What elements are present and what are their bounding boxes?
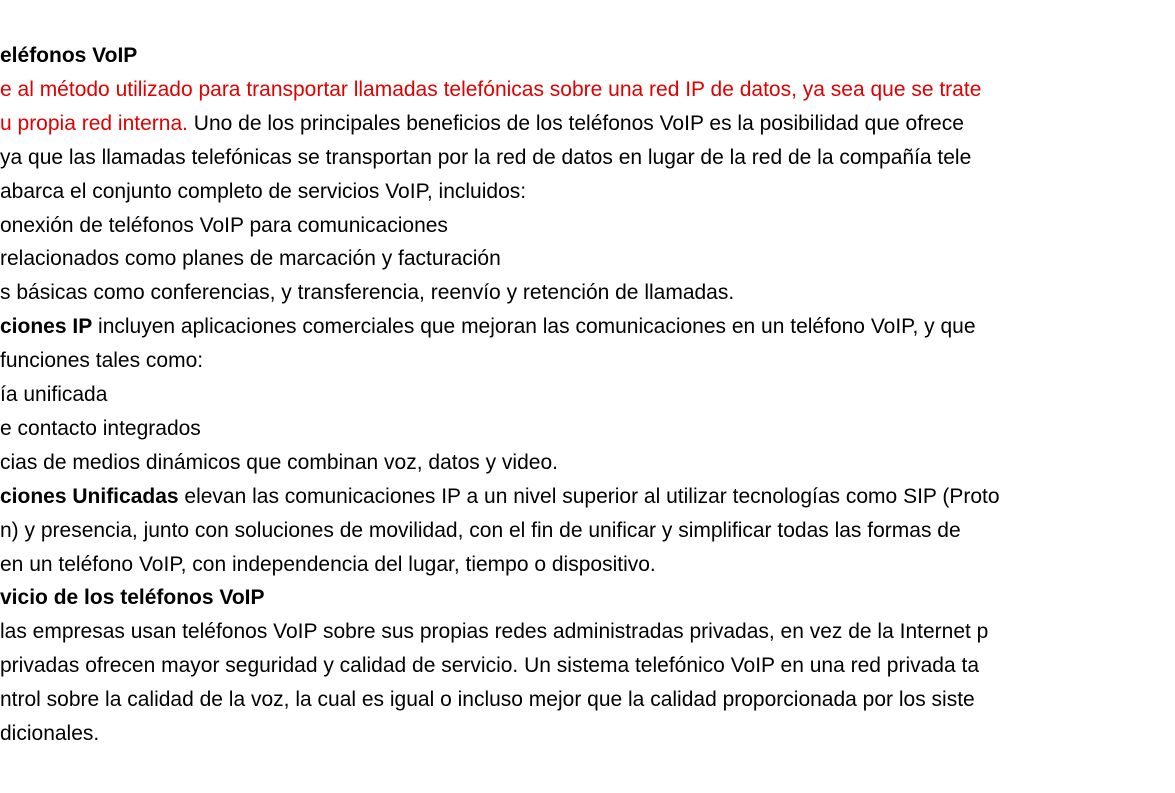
text-segment: ía unificada	[0, 383, 108, 406]
text-segment: en un teléfono VoIP, con independencia del lugar, tiempo o dispositivo.	[0, 552, 656, 576]
text-line	[0, 77, 981, 103]
text-segment: s básicas como conferencias, y transferencia, reenvío y retención de llamadas.	[0, 281, 735, 305]
text-line	[0, 484, 1000, 510]
text-line	[0, 585, 265, 611]
bold-text-segment: ciones Unificadas	[0, 484, 179, 508]
text-line	[0, 687, 975, 713]
text-line	[0, 653, 979, 679]
text-segment: incluyen aplicaciones comerciales que mejoran las comunicaciones en un teléfono VoIP, y que	[92, 315, 976, 339]
text-segment: privadas ofrecen mayor seguridad y calidad de servicio. Un sistema telefónico VoIP en una red privada ta	[0, 654, 979, 678]
text-line	[0, 280, 734, 306]
text-segment: e contacto integrados	[0, 416, 201, 440]
text-line	[0, 450, 558, 476]
text-segment: onexión de teléfonos VoIP para comunicaciones	[0, 213, 448, 237]
text-segment: elevan las comunicaciones IP a un nivel superior al utilizar tecnologías como SIP (Proto	[178, 484, 1000, 508]
text-line	[0, 246, 501, 272]
text-line	[0, 416, 201, 442]
highlighted-text-segment: e al método utilizado para transportar llamadas telefónicas sobre una red IP de datos, ya sea que se trate	[0, 77, 982, 101]
text-line	[0, 43, 137, 69]
text-line	[0, 552, 656, 578]
text-segment: dicionales.	[0, 722, 100, 745]
text-line	[0, 213, 448, 239]
text-line	[0, 518, 961, 544]
text-line	[0, 382, 107, 408]
text-segment: relacionados como planes de marcación y facturación	[0, 247, 501, 271]
highlighted-text-segment: u propia red interna.	[0, 111, 188, 135]
text-segment: Uno de los principales beneficios de los teléfonos VoIP es la posibilidad que ofrece	[187, 111, 964, 135]
bold-text-segment: ciones IP	[0, 315, 93, 339]
text-line	[0, 721, 99, 747]
text-segment: cias de medios dinámicos que combinan voz, datos y video.	[0, 450, 558, 474]
text-line	[0, 179, 526, 205]
text-segment: las empresas usan teléfonos VoIP sobre sus propias redes administradas privadas, en vez de la Internet p	[0, 620, 989, 644]
text-line	[0, 145, 971, 171]
text-segment: funciones tales como:	[0, 349, 204, 373]
text-segment: abarca el conjunto completo de servicios VoIP, incluidos:	[0, 179, 527, 203]
text-line	[0, 619, 988, 645]
bold-text-segment: eléfonos VoIP	[0, 44, 138, 67]
text-line	[0, 314, 976, 340]
text-line	[0, 111, 964, 137]
text-segment: ntrol sobre la calidad de la voz, la cual es igual o incluso mejor que la calidad proporcionada por los siste	[0, 688, 975, 712]
text-segment: ya que las llamadas telefónicas se transportan por la red de datos en lugar de la red de la compañía tele	[0, 145, 972, 169]
text-line	[0, 348, 203, 374]
text-segment: n) y presencia, junto con soluciones de movilidad, con el fin de unificar y simplificar todas las formas de	[0, 518, 961, 542]
bold-text-segment: vicio de los teléfonos VoIP	[0, 586, 265, 610]
